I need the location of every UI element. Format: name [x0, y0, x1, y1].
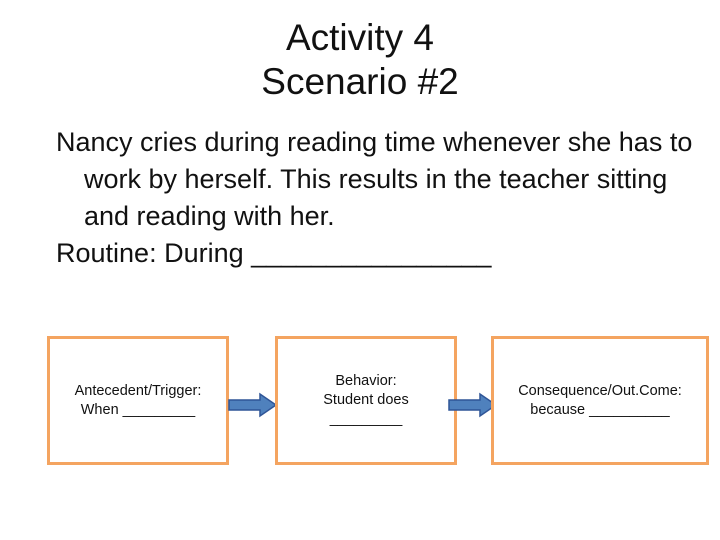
title-line-2: Scenario #2: [261, 61, 459, 102]
routine-line: Routine: During ________________: [56, 238, 492, 268]
title-line-1: Activity 4: [285, 17, 435, 58]
consequence-box: [491, 336, 709, 465]
antecedent-box: [47, 336, 229, 465]
behavior-subject: Student does: [323, 392, 409, 408]
behavior-label: Behavior:: [335, 373, 397, 389]
behavior-blank: _________: [329, 411, 403, 427]
consequence-label: Consequence/Out.Come:: [518, 382, 682, 399]
antecedent-label: Antecedent/Trigger:: [74, 382, 202, 399]
slide-title: [0, 16, 720, 104]
behavior-box: [275, 336, 457, 465]
antecedent-blank: When _________: [80, 401, 196, 418]
scenario-description: Nancy cries during reading time whenever she has to work by herself. This results in the teacher sitting and reading with her.: [56, 127, 693, 231]
consequence-blank: because __________: [530, 401, 670, 418]
scenario-text: [56, 124, 696, 272]
right-arrow-icon: [228, 392, 278, 418]
